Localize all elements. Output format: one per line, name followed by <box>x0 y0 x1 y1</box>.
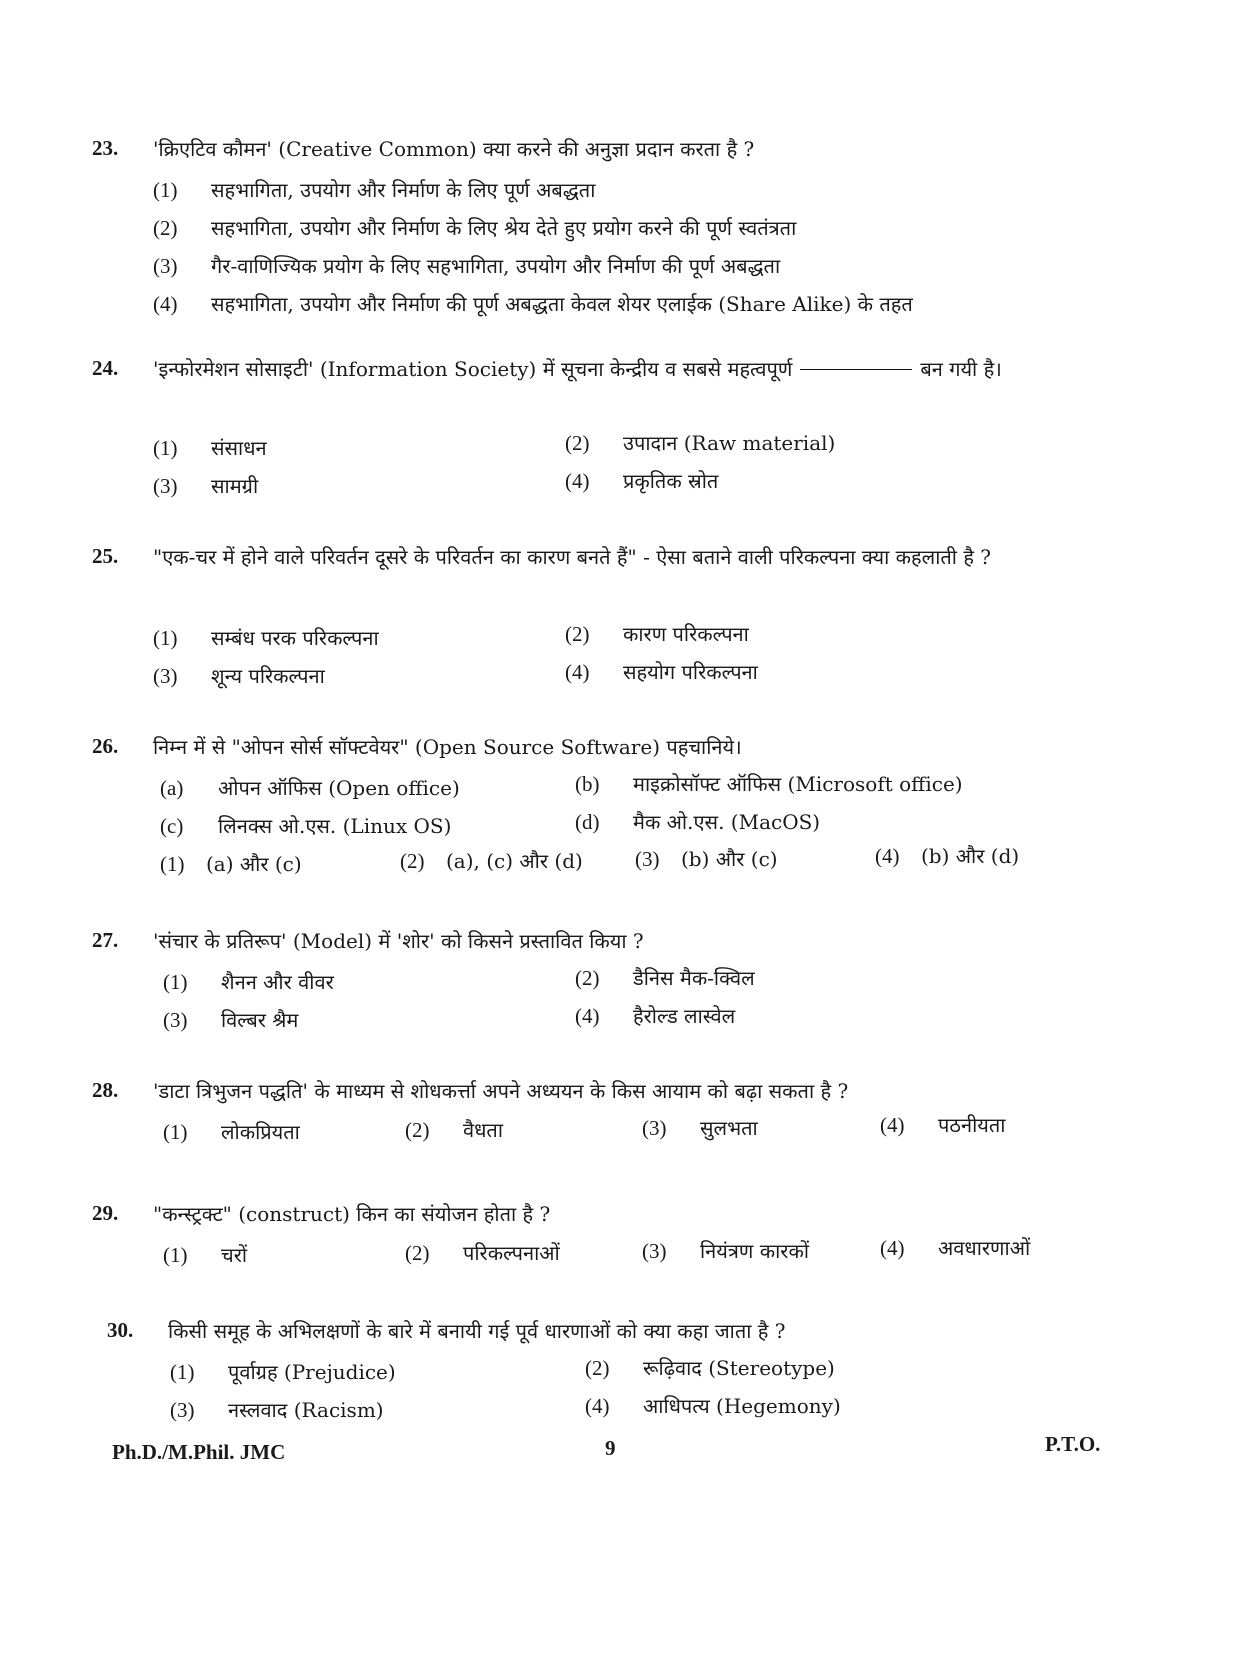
option-text: सम्बंध परक परिकल्पना <box>211 626 379 650</box>
question-28 <box>0 1072 1240 1144</box>
option-4[interactable] <box>585 1388 841 1424</box>
option-text: सुलभता <box>700 1116 758 1140</box>
question-text: 'डाटा त्रिभुजन पद्धति' के माध्यम से शोधकर्त्ता अपने अध्ययन के किस आयाम को बढ़ा सकता है ? <box>153 1079 849 1103</box>
option-number: (4) <box>565 469 590 493</box>
option-number: (2) <box>575 966 600 990</box>
footer-pto: P.T.O. <box>1045 1432 1101 1456</box>
option-4[interactable] <box>565 654 758 690</box>
option-number: (1) <box>153 436 178 460</box>
item-text: लिनक्स ओ.एस. (Linux OS) <box>218 814 452 838</box>
option-number: (3) <box>153 474 178 498</box>
item-text: मैक ओ.एस. (MacOS) <box>633 810 821 834</box>
option-text: (a) और (c) <box>206 852 302 876</box>
item-text: ओपन ऑफिस (Open office) <box>218 776 460 800</box>
option-text: सहभागिता, उपयोग और निर्माण के लिए पूर्ण अबद्धता <box>211 178 596 202</box>
question-number: 28. <box>92 1078 119 1102</box>
option-3[interactable] <box>153 658 325 694</box>
option-text: सहभागिता, उपयोग और निर्माण की पूर्ण अबद्धता केवल शेयर एलाईक (Share Alike) के तहत <box>211 292 913 316</box>
option-text: संसाधन <box>211 436 267 460</box>
option-number: (3) <box>635 847 660 871</box>
option-number: (4) <box>875 844 900 868</box>
option-3[interactable] <box>642 1110 758 1146</box>
option-number: (2) <box>405 1118 430 1142</box>
question-29 <box>0 1195 1240 1267</box>
option-text: विल्बर श्रैम <box>221 1008 299 1032</box>
question-number: 30. <box>107 1318 134 1342</box>
option-text: प्रकृतिक स्रोत <box>623 469 719 493</box>
option-2[interactable] <box>400 843 583 879</box>
option-1[interactable] <box>170 1354 396 1390</box>
option-number: (3) <box>153 664 178 688</box>
option-4[interactable] <box>880 1230 1030 1266</box>
option-text: उपादान (Raw material) <box>623 431 836 455</box>
question-text: "कन्स्ट्रक्ट" (construct) किन का संयोजन होता है ? <box>153 1202 551 1226</box>
option-number: (4) <box>575 1004 600 1028</box>
option-number: (2) <box>585 1356 610 1380</box>
option-text: गैर-वाणिज्यिक प्रयोग के लिए सहभागिता, उपयोग और निर्माण की पूर्ण अबद्धता <box>211 254 781 278</box>
option-text: शून्य परिकल्पना <box>211 664 325 688</box>
option-number: (1) <box>163 970 188 994</box>
option-text: (b) और (c) <box>681 847 778 871</box>
option-3[interactable] <box>153 468 258 504</box>
option-number: (3) <box>642 1239 667 1263</box>
option-1[interactable] <box>163 1114 300 1150</box>
footer-page-number: 9 <box>605 1436 616 1460</box>
option-4[interactable] <box>153 286 913 322</box>
option-1[interactable] <box>160 846 302 882</box>
question-number: 26. <box>92 734 119 758</box>
option-3[interactable] <box>153 248 780 284</box>
option-number: (1) <box>160 852 185 876</box>
option-text: पठनीयता <box>938 1113 1006 1137</box>
option-2[interactable] <box>565 616 749 652</box>
option-2[interactable] <box>575 960 755 996</box>
question-23 <box>0 130 1240 316</box>
option-text: कारण परिकल्पना <box>623 622 749 646</box>
option-number: (3) <box>153 254 178 278</box>
option-2[interactable] <box>405 1235 560 1271</box>
question-27 <box>0 922 1240 1032</box>
option-text: नियंत्रण कारकों <box>700 1239 809 1263</box>
question-number: 23. <box>92 136 119 160</box>
option-4[interactable] <box>565 463 718 499</box>
option-text: शैनन और वीवर <box>221 970 334 994</box>
question-number: 29. <box>92 1201 119 1225</box>
option-number: (4) <box>880 1236 905 1260</box>
option-text: सहभागिता, उपयोग और निर्माण के लिए श्रेय देते हुए प्रयोग करने की पूर्ण स्वतंत्रता <box>211 216 797 240</box>
option-1[interactable] <box>153 620 379 656</box>
item-text: माइक्रोसॉफ्ट ऑफिस (Microsoft office) <box>633 772 963 796</box>
option-number: (1) <box>163 1120 188 1144</box>
item-label: (b) <box>575 772 600 796</box>
option-text: (a), (c) और (d) <box>446 849 583 873</box>
option-text: वैधता <box>463 1118 503 1142</box>
option-number: (1) <box>153 178 178 202</box>
item-label: (c) <box>160 814 184 838</box>
item-label: (d) <box>575 810 600 834</box>
option-3[interactable] <box>635 841 778 877</box>
question-text-after: बन गयी है। <box>920 357 1002 381</box>
question-30 <box>0 1312 1240 1422</box>
option-number: (3) <box>163 1008 188 1032</box>
option-1[interactable] <box>163 964 334 1000</box>
item-b <box>575 766 963 802</box>
option-3[interactable] <box>642 1233 809 1269</box>
option-text: चरों <box>221 1243 248 1267</box>
option-1[interactable] <box>153 172 595 208</box>
option-text: लोकप्रियता <box>221 1120 300 1144</box>
option-3[interactable] <box>170 1392 384 1428</box>
option-number: (3) <box>170 1398 195 1422</box>
footer-course-code: Ph.D./M.Phil. JMC <box>112 1440 286 1464</box>
option-number: (1) <box>170 1360 195 1384</box>
option-number: (1) <box>153 626 178 650</box>
option-text: (b) और (d) <box>921 844 1020 868</box>
option-4[interactable] <box>575 998 735 1034</box>
question-24 <box>0 350 1240 498</box>
option-text: हैरोल्ड लास्वेल <box>633 1004 736 1028</box>
option-number: (1) <box>163 1243 188 1267</box>
question-25 <box>0 538 1240 688</box>
option-number: (2) <box>565 431 590 455</box>
option-3[interactable] <box>163 1002 298 1038</box>
option-number: (2) <box>565 622 590 646</box>
option-number: (2) <box>153 216 178 240</box>
option-number: (4) <box>565 660 590 684</box>
fill-in-blank <box>800 369 912 370</box>
option-text: परिकल्पनाओं <box>463 1241 560 1265</box>
question-number: 25. <box>92 544 119 568</box>
question-text: 'संचार के प्रतिरूप' (Model) में 'शोर' को किसने प्रस्तावित किया ? <box>153 929 644 953</box>
question-text-before: 'इन्फोरमेशन सोसाइटी' (Information Society) में सूचना केन्द्रीय व सबसे महत्वपूर्ण <box>153 357 793 381</box>
option-text: सामग्री <box>211 474 259 498</box>
option-number: (2) <box>400 849 425 873</box>
option-text: अवधारणाओं <box>938 1236 1031 1260</box>
question-number: 27. <box>92 928 119 952</box>
option-text: सहयोग परिकल्पना <box>623 660 758 684</box>
question-text: किसी समूह के अभिलक्षणों के बारे में बनायी गई पूर्व धारणाओं को क्या कहा जाता है ? <box>168 1319 786 1343</box>
question-text: "एक-चर में होने वाले परिवर्तन दूसरे के परिवर्तन का कारण बनते हैं" - ऐसा बताने वाली परिकल्पना क्या कहलाती है ? <box>153 545 992 569</box>
question-text <box>153 350 1033 388</box>
option-number: (4) <box>585 1394 610 1418</box>
option-text: डैनिस मैक-क्विल <box>633 966 755 990</box>
item-a <box>160 770 460 806</box>
option-2[interactable] <box>153 210 796 246</box>
option-1[interactable] <box>163 1237 247 1273</box>
item-c <box>160 808 451 844</box>
option-4[interactable] <box>875 838 1019 874</box>
option-2[interactable] <box>585 1350 835 1386</box>
question-text: 'क्रिएटिव कौमन' (Creative Common) क्या करने की अनुज्ञा प्रदान करता है ? <box>153 137 755 161</box>
option-text: रूढ़िवाद (Stereotype) <box>643 1356 835 1380</box>
option-4[interactable] <box>880 1107 1005 1143</box>
option-2[interactable] <box>405 1112 503 1148</box>
question-number: 24. <box>92 356 119 380</box>
option-number: (4) <box>880 1113 905 1137</box>
option-text: नस्लवाद (Racism) <box>228 1398 384 1422</box>
question-text: निम्न में से "ओपन सोर्स सॉफ्टवेयर" (Open Source Software) पहचानिये। <box>153 735 742 759</box>
option-1[interactable] <box>153 430 267 466</box>
option-number: (4) <box>153 292 178 316</box>
option-text: पूर्वाग्रह (Prejudice) <box>228 1360 396 1384</box>
item-d <box>575 804 820 840</box>
question-26 <box>0 728 1240 876</box>
option-number: (2) <box>405 1241 430 1265</box>
option-number: (3) <box>642 1116 667 1140</box>
option-text: आधिपत्य (Hegemony) <box>643 1394 841 1418</box>
option-2[interactable] <box>565 425 835 461</box>
item-label: (a) <box>160 776 184 800</box>
